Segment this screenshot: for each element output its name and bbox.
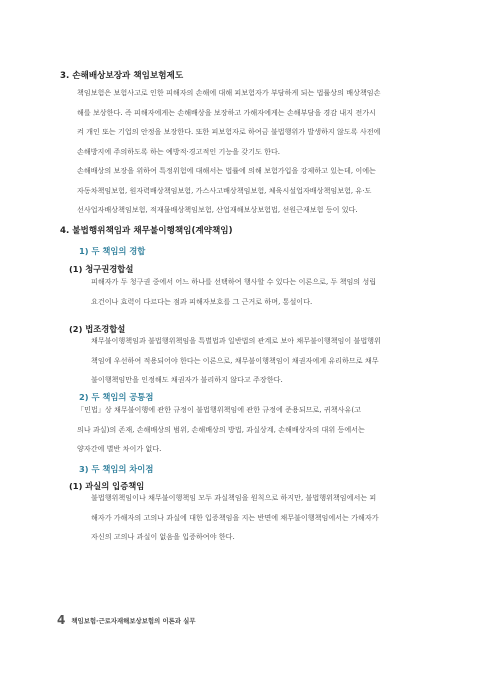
text-line: 「민법」상 채무불이행에 관한 규정이 불법행위책임에 관한 규정에 준용되므로, 귀책사유(고 (77, 405, 361, 414)
item-1-paragraph (91, 272, 437, 311)
text-line: 요건이나 효력이 다르다는 점과 피해자보호를 그 근거로 하며, 통설이다. (91, 296, 313, 306)
section-3-paragraph-1 (77, 83, 437, 161)
page-number: 4 (57, 613, 66, 627)
item-3-paragraph (91, 488, 437, 547)
text-line: 불법행위책임이나 채무불이행책임 모두 과실책임을 원칙으로 하지만, 불법행위책임에서는 피 (91, 493, 377, 502)
section-3-paragraph-2 (77, 161, 437, 220)
section-4-heading: 4. 불법행위책임과 채무불이행책임(계약책임) (60, 226, 233, 236)
text-line: 손해방지에 주의하도록 하는 예방적·경고적인 기능을 갖기도 한다. (77, 146, 281, 156)
text-line: 의나 과실)의 존재, 손해배상의 범위, 손해배상의 방법, 과실상계, 손해배상자의 대위 등에서는 (77, 424, 365, 434)
book-title: 책임보험·근로자재해보상보험의 이론과 실무 (71, 616, 196, 625)
text-line: 자동차책임보험, 원자력배상책임보험, 가스사고배상책임보험, 체육시설업자배상책임보험, 유·도 (77, 185, 372, 195)
text-line: 피해자가 두 청구권 중에서 어느 하나를 선택하여 행사할 수 있다는 이론으로, 두 책임의 성립 (91, 277, 377, 286)
text-line: 선사업자배상책임보험, 적재물배상책임보험, 산업재해보상보험법, 선원근재보험 등이 있다. (77, 205, 358, 214)
subsection-2-paragraph (77, 400, 437, 459)
text-line: 책임보험은 보험사고로 인한 피해자의 손해에 대해 피보험자가 부담하게 되는 법률상의 배상책임손 (77, 88, 381, 97)
text-line: 손해배상의 보장을 위하여 특정위험에 대해서는 법률에 의해 보험가입을 강제하고 있는데, 이에는 (77, 166, 376, 175)
text-line: 해를 보상한다. 즉 피해자에게는 손해배상을 보장하고 가해자에게는 손해부담을 경감 내지 전가시 (77, 107, 376, 117)
subsection-1-heading: 1) 두 책임의 경합 (79, 246, 146, 256)
page-footer (57, 613, 196, 627)
text-line: 자신의 고의나 과실이 없음을 입증하여야 한다. (91, 532, 235, 541)
text-line: 책임에 우선하여 적용되어야 한다는 이론으로, 채무불이행책임이 채권자에게 유리하므로 채무 (91, 355, 379, 365)
text-line: 채무불이행책임과 불법행위책임을 특별법과 일반법의 관계로 보아 채무불이행책임이 불법행위 (91, 336, 381, 345)
item-1-heading: (1) 청구권경합설 (69, 264, 134, 274)
text-line: 켜 개인 또는 기업의 안정을 보장한다. 또한 피보험자로 하여금 불법행위가 발생하지 않도록 사전에 (77, 127, 381, 136)
text-line: 불이행책임만을 인정해도 채권자가 불리하지 않다고 주장한다. (91, 375, 283, 384)
item-2-paragraph (91, 331, 437, 390)
subsection-3-heading: 3) 두 책임의 차이점 (79, 464, 154, 474)
text-line: 양자간에 별반 차이가 없다. (77, 444, 162, 453)
text-line: 해자가 가해자의 고의나 과실에 대한 입증책임을 지는 반면에 채무불이행책임에서는 가해자가 (91, 512, 379, 522)
section-3-heading: 3. 손해배상보장과 책임보험제도 (60, 71, 184, 81)
subsection-2-heading: 2) 두 책임의 공통점 (79, 392, 154, 402)
item-2-heading: (2) 법조경합설 (69, 324, 126, 334)
item-3-heading: (1) 과실의 입증책임 (69, 481, 145, 491)
